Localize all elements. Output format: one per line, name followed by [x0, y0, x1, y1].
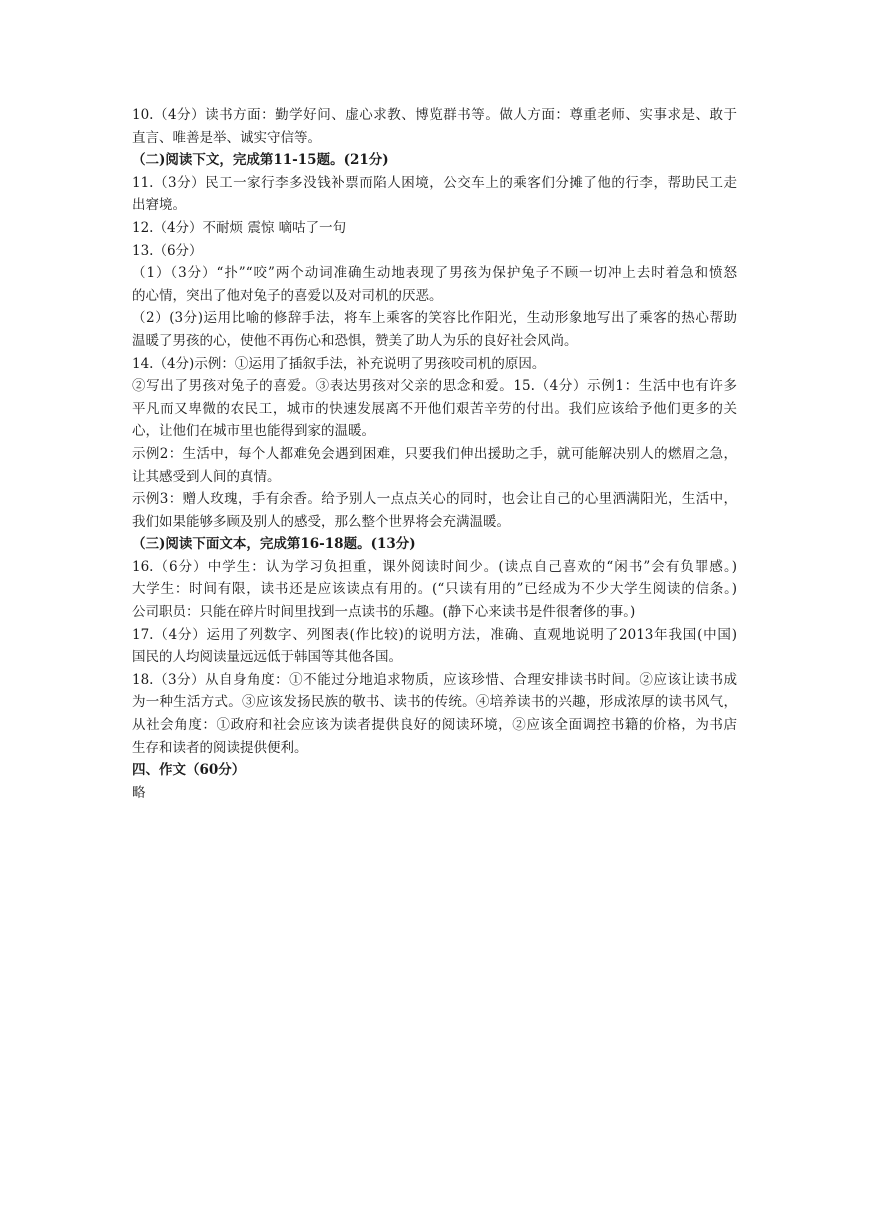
text-line: 12.（4分）不耐烦 震惊 嘀咕了一句: [132, 219, 347, 236]
text-line: 略: [132, 784, 146, 801]
text-line: 直言、唯善是举、诚实守信等。: [132, 129, 321, 146]
section-heading: 四、作文（60分）: [132, 762, 246, 779]
text-line: 让其感受到人间的真情。: [132, 468, 281, 485]
text-line: 16.（6分）中学生：认为学习负担重，课外阅读时间少。(读点自己喜欢的“闲书”会有负罪感。): [132, 558, 737, 575]
text-line: 我们如果能够多顾及别人的感受，那么整个世界将会充满温暖。: [132, 513, 510, 530]
text-line: 大学生：时间有限，读书还是应该读点有用的。(“只读有用的”已经成为不少大学生阅读的信条。): [132, 581, 737, 598]
text-line: 从社会角度：①政府和社会应该为读者提供良好的阅读环境，②应该全面调控书籍的价格，为书店: [132, 717, 737, 734]
text-line: 出窘境。: [132, 197, 186, 214]
text-line: ②写出了男孩对兔子的喜爱。③表达男孩对父亲的思念和爱。15.（4分）示例1：生活中也有许多: [132, 378, 737, 395]
text-line: 为一种生活方式。③应该发扬民族的敬书、读书的传统。④培养读书的兴趣，形成浓厚的读书风气，: [132, 694, 737, 711]
text-line: 温暖了男孩的心，使他不再伤心和恐惧，赞美了助人为乐的良好社会风尚。: [132, 332, 578, 349]
text-line: 国民的人均阅读量远远低于韩国等其他各国。: [132, 649, 402, 666]
text-line: 18.（3分）从自身角度：①不能过分地追求物质，应该珍惜、合理安排读书时间。②应该让读书成: [132, 671, 737, 688]
text-line: 公司职员：只能在碎片时间里找到一点读书的乐趣。(静下心来读书是件很奢侈的事。): [132, 604, 636, 621]
text-line: 10.（4分）读书方面：勤学好问、虚心求教、博览群书等。做人方面：尊重老师、实事求是、敢于: [132, 107, 737, 123]
text-line: 17.（4分）运用了列数字、列图表(作比较)的说明方法，准确、直观地说明了2013年我国(中国): [132, 626, 737, 643]
text-line: 心，让他们在城市里也能得到家的温暖。: [132, 423, 375, 440]
text-line: 生存和读者的阅读提供便利。: [132, 739, 308, 756]
text-line: 14.（4分)示例：①运用了插叙手法，补充说明了男孩咬司机的原因。: [132, 355, 546, 372]
text-line: （2）(3分)运用比喻的修辞手法，将车上乘客的笑容比作阳光，生动形象地写出了乘客的热心帮助: [132, 310, 737, 327]
section-heading: （二)阅读下文，完成第11-15题。(21分): [132, 152, 389, 169]
text-line: 示例3：赠人玫瑰，手有余香。给予别人一点点关心的同时，也会让自己的心里洒满阳光，生活中，: [132, 491, 737, 508]
text-line: 13.（6分）: [132, 242, 203, 259]
answer-key-document: [132, 104, 737, 804]
section-heading: （三)阅读下面文本，完成第16-18题。(13分): [132, 536, 416, 553]
text-line: 的心情，突出了他对兔子的喜爱以及对司机的厌恶。: [132, 287, 443, 304]
text-line: 平凡而又卑微的农民工，城市的快速发展离不开他们艰苦辛劳的付出。我们应该给予他们更多的关: [132, 400, 737, 417]
text-line: 11.（3分）民工一家行李多没钱补票而陷人困境，公交车上的乘客们分摊了他的行李，帮助民工走: [132, 174, 737, 191]
text-line: （1）（3分）“扑”“咬”两个动词准确生动地表现了男孩为保护兔子不顾一切冲上去时着急和愤怒: [132, 265, 737, 282]
text-line: 示例2：生活中，每个人都难免会遇到困难，只要我们伸出援助之手，就可能解决别人的燃眉之急，: [132, 445, 737, 462]
